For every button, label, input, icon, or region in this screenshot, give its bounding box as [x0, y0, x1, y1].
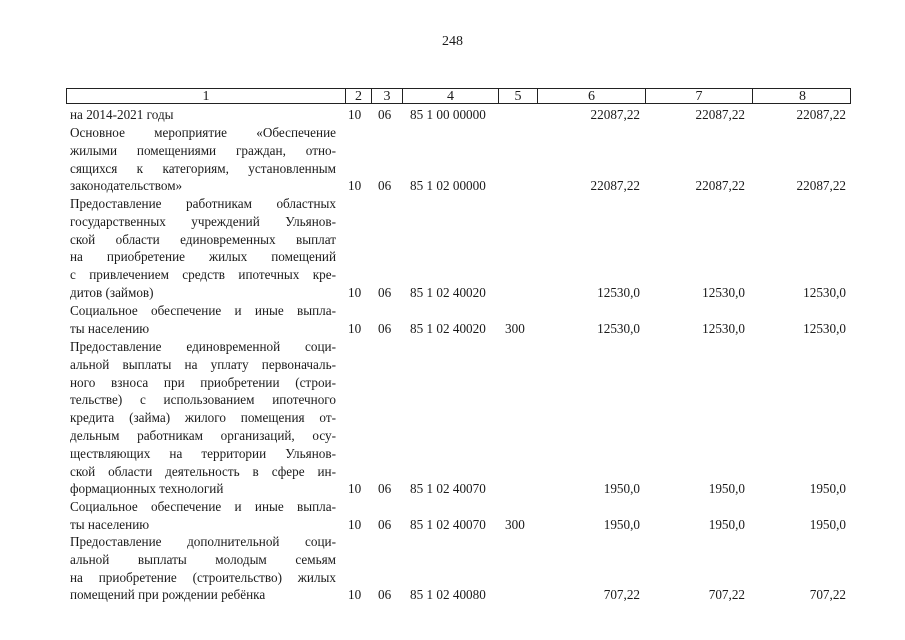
cell-c6: 12530,0: [597, 285, 640, 300]
row-name-line: Предоставление работникам областных: [70, 196, 336, 211]
cell-c8: 22087,22: [796, 178, 846, 194]
column-header-2: 2: [345, 89, 371, 103]
cell-c8: 12530,0: [803, 320, 846, 336]
row-name-line: альной выплаты молодым семьям: [70, 551, 336, 567]
row-name-line: ской области деятельность в сфере ин-: [70, 463, 336, 479]
row-name: [70, 124, 336, 195]
cell-c2: 10: [348, 516, 362, 532]
row-name-line: ты населению: [70, 516, 150, 532]
row-name-line: с привлечением средств ипотечных кре-: [70, 267, 336, 283]
cell-c2: 10: [348, 285, 362, 300]
cell-c3: 06: [378, 481, 392, 497]
row-name-line: на приобретение (строительство) жилых: [70, 569, 336, 585]
column-header-3: 3: [371, 89, 402, 103]
row-name-line: Предоставление дополнительной соци-: [70, 534, 336, 549]
cell-c2: 10: [348, 320, 362, 336]
cell-c7: 12530,0: [702, 285, 745, 300]
cell-c7: 12530,0: [702, 320, 745, 336]
cell-c5: 300: [505, 516, 525, 532]
column-header-4: 4: [402, 89, 498, 103]
row-name-line: Предоставление единовременной соци-: [70, 339, 336, 354]
column-header-8: 8: [752, 89, 852, 103]
cell-c3: 06: [378, 516, 392, 532]
cell-c4: 85 1 02 40020: [410, 320, 486, 336]
cell-c6: 22087,22: [590, 178, 640, 194]
row-name-line: государственных учреждений Ульянов-: [70, 213, 336, 229]
column-header-7: 7: [645, 89, 752, 103]
cell-c4: 85 1 02 40020: [410, 285, 486, 300]
row-name-line: ного взноса при приобретении (строи-: [70, 374, 336, 390]
cell-c7: 1950,0: [708, 516, 745, 532]
cell-c6: 1950,0: [603, 481, 640, 497]
row-name-line: законодательством»: [70, 178, 183, 194]
cell-c4: 85 1 02 40070: [410, 481, 486, 497]
row-name-line: ществляющих на территории Ульянов-: [70, 445, 336, 461]
column-header-6: 6: [537, 89, 645, 103]
row-name: [70, 338, 336, 498]
row-name-line: на приобретение жилых помещений: [70, 249, 336, 265]
cell-c7: 22087,22: [695, 178, 745, 194]
row-name: [70, 498, 336, 534]
row-name-line: сящихся к категориям, установленным: [70, 160, 336, 176]
row-name-line: кредита (займа) жилого помещения от-: [70, 410, 336, 426]
row-name-line: Социальное обеспечение и иные выпла-: [70, 303, 336, 318]
cell-c3: 06: [378, 178, 392, 194]
cell-c4: 85 1 02 40080: [410, 587, 486, 603]
row-name-line: Социальное обеспечение и иные выпла-: [70, 499, 336, 514]
cell-c6: 1950,0: [603, 516, 640, 532]
cell-c5: 300: [505, 320, 525, 336]
cell-c4: 85 1 02 40070: [410, 516, 486, 532]
row-name-line: ты населению: [70, 320, 150, 336]
cell-c2: 10: [348, 178, 362, 194]
row-name: [70, 106, 336, 124]
cell-c6: 12530,0: [597, 320, 640, 336]
column-header-1: 1: [202, 89, 210, 104]
cell-c6: 707,22: [603, 587, 640, 603]
page-number: 248: [442, 34, 463, 49]
row-name-line: дельным работникам организаций, осу-: [70, 427, 336, 443]
row-name-line: жилыми помещениями граждан, отно-: [70, 142, 336, 158]
row-name-line: тельстве) с использованием ипотечного: [70, 392, 336, 408]
row-name: [70, 302, 336, 338]
cell-c7: 707,22: [708, 587, 745, 603]
row-name: [70, 195, 336, 302]
cell-c3: 06: [378, 587, 392, 603]
cell-c4: 85 1 00 00000: [410, 107, 486, 122]
cell-c8: 1950,0: [809, 516, 846, 532]
cell-c4: 85 1 02 00000: [410, 178, 486, 194]
cell-c2: 10: [348, 481, 362, 497]
cell-c8: 22087,22: [796, 107, 846, 122]
row-name-line: альной выплаты на уплату первоначаль-: [70, 356, 336, 372]
row-name-line: помещений при рождении ребёнка: [70, 587, 266, 603]
cell-c2: 10: [348, 587, 362, 603]
cell-c8: 1950,0: [809, 481, 846, 497]
column-header-5: 5: [498, 89, 537, 103]
cell-c7: 1950,0: [708, 481, 745, 497]
cell-c8: 12530,0: [803, 285, 846, 300]
row-name-line: ской области единовременных выплат: [70, 231, 336, 247]
cell-c6: 22087,22: [590, 107, 640, 122]
cell-c7: 22087,22: [695, 107, 745, 122]
row-name-line: на 2014-2021 годы: [70, 107, 174, 122]
cell-c3: 06: [378, 285, 392, 300]
cell-c2: 10: [348, 107, 362, 122]
cell-c8: 707,22: [809, 587, 846, 603]
row-name-line: Основное мероприятие «Обеспечение: [70, 125, 336, 140]
cell-c3: 06: [378, 107, 392, 122]
row-name-line: дитов (займов): [70, 284, 154, 300]
row-name-line: формационных технологий: [70, 481, 224, 497]
row-name: [70, 533, 336, 604]
cell-c3: 06: [378, 320, 392, 336]
